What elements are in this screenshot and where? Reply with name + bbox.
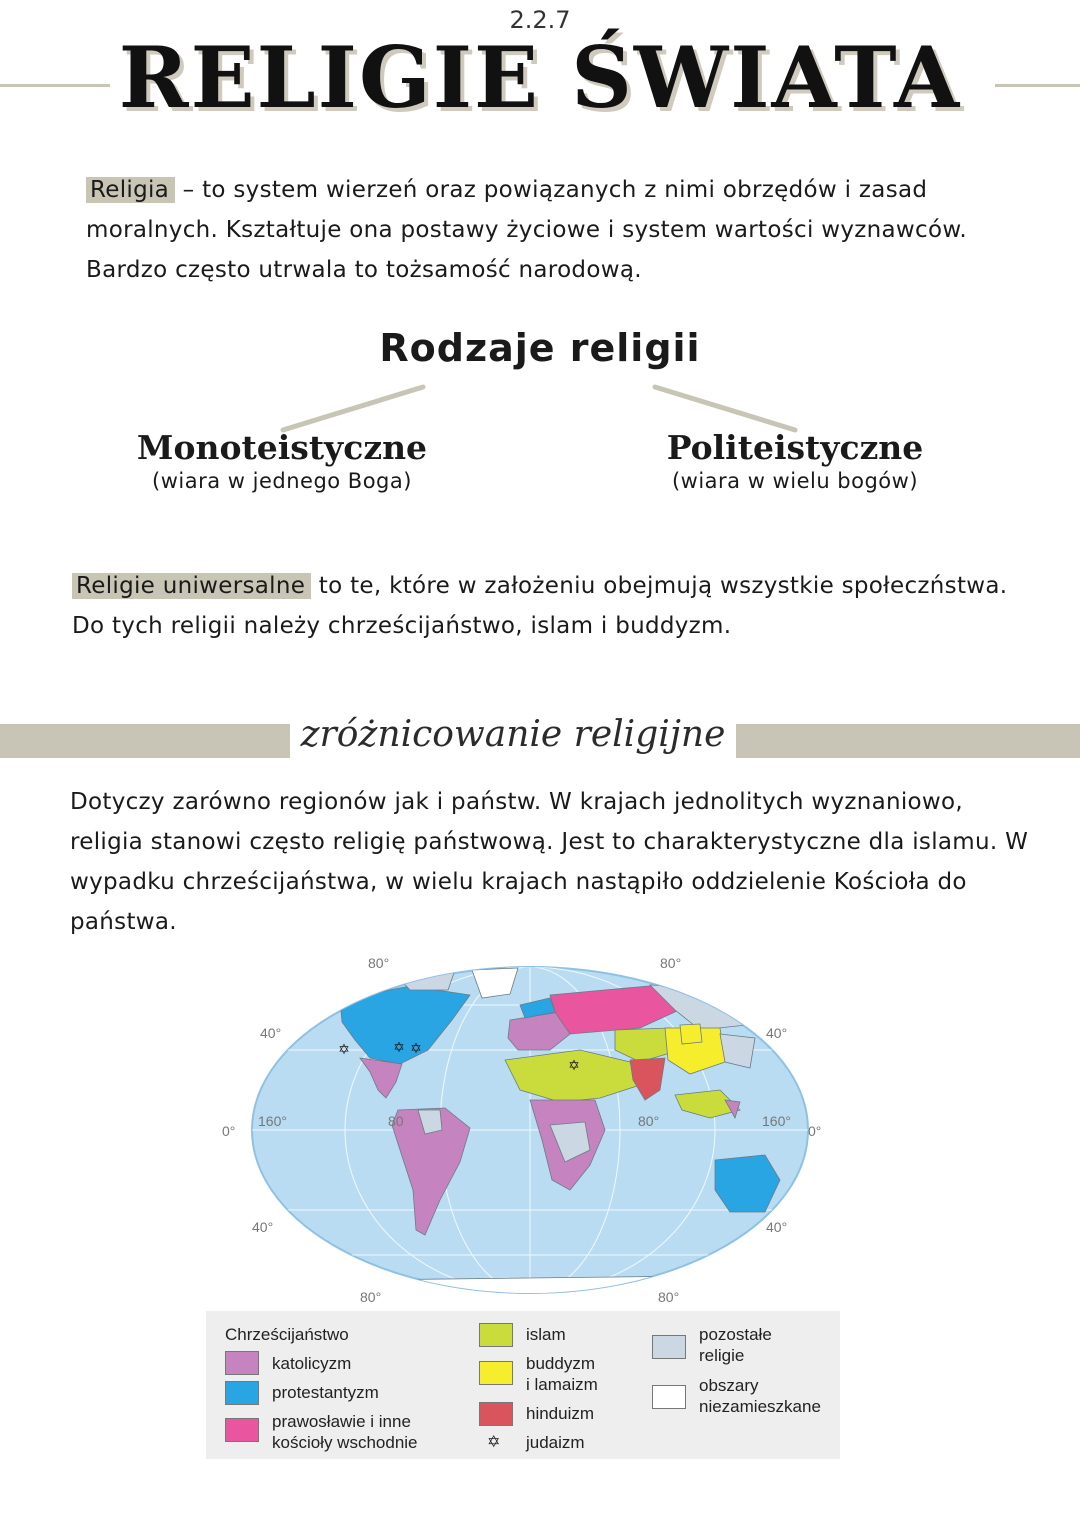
svg-text:✡: ✡ <box>393 1040 405 1056</box>
map-legend <box>206 1311 840 1459</box>
legend-label-catholic: katolicyzm <box>272 1354 352 1373</box>
monotheistic-subtitle: (wiara w jednego Boga) <box>152 469 412 493</box>
diversity-heading: zróżnicowanie religijne <box>300 714 726 755</box>
legend-label-other-1: pozostałe <box>699 1325 772 1344</box>
legend-swatch-catholic <box>225 1351 259 1375</box>
definition-term: Religia <box>86 177 175 203</box>
legend-label-buddhism-1: buddyzm <box>526 1354 595 1373</box>
polytheistic-subtitle: (wiara w wielu bogów) <box>671 469 919 493</box>
svg-text:✡: ✡ <box>410 1041 422 1057</box>
diversity-paragraph: Dotyczy zarówno regionów jak i państw. W krajach jednolitych wyznaniowo, religia stanowi często religię państwową. Jest to charakterystyczne dla islamu. W wypadku chrześcijaństwa, w wielu krajach nastąpiło oddzielenie Kościoła do państwa. <box>70 789 1029 935</box>
map-label: 80° <box>360 1289 382 1305</box>
legend-swatch-protestant <box>225 1381 259 1405</box>
definition-text: – to system wierzeń oraz powiązanych z nimi obrzędów i zasad moralnych. Kształtuje ona postawy życiowe i system wartości wyznawców. Bardzo często utrwala to tożsamość narodową. <box>86 177 967 283</box>
legend-label-buddhism-2: i lamaizm <box>526 1375 598 1394</box>
map-label: 40° <box>260 1025 282 1041</box>
map-label: 80° <box>660 955 682 971</box>
legend-label-other-2: religie <box>699 1346 745 1365</box>
map-label: 80° <box>638 1113 660 1129</box>
page-title: RELIGIE ŚWIATA <box>118 28 962 127</box>
monotheistic-title: Monoteistyczne <box>136 428 428 467</box>
legend-swatch-orthodox <box>225 1418 259 1442</box>
universal-religions-paragraph <box>72 566 1032 646</box>
legend-label-protestant: protestantyzm <box>272 1383 379 1402</box>
universal-term: Religie uniwersalne <box>72 573 311 599</box>
world-religions-map <box>220 950 840 1310</box>
legend-swatch-uninhabited <box>652 1385 686 1409</box>
types-heading: Rodzaje religii <box>379 326 701 370</box>
legend-label-orthodox-1: prawosławie i inne <box>272 1412 411 1431</box>
legend-swatch-other <box>652 1335 686 1359</box>
legend-swatch-hinduism <box>479 1402 513 1426</box>
map-label: 160° <box>762 1113 791 1129</box>
legend-label-hinduism: hinduizm <box>526 1404 595 1423</box>
legend-group-title: Chrześcijaństwo <box>225 1325 349 1344</box>
section-band-right <box>736 724 1080 758</box>
map-label: 40° <box>252 1219 274 1235</box>
legend-label-orthodox-2: kościoły wschodnie <box>272 1433 418 1452</box>
svg-text:✡: ✡ <box>338 1042 350 1058</box>
legend-label-uninhabited-1: obszary <box>699 1376 759 1395</box>
svg-text:✡: ✡ <box>568 1058 580 1074</box>
legend-label-judaism: judaizm <box>526 1433 585 1452</box>
map-label: 40° <box>766 1219 788 1235</box>
map-label: 80° <box>658 1289 680 1305</box>
polytheistic-title: Politeistyczne <box>666 428 924 467</box>
legend-label-islam: islam <box>526 1325 566 1344</box>
star-of-david-icon: ✡ <box>487 1434 501 1451</box>
map-label: 0° <box>808 1123 822 1139</box>
types-branch-lines <box>0 0 1080 460</box>
map-label: 40° <box>766 1025 788 1041</box>
map-label: 80° <box>368 955 390 971</box>
legend-label-uninhabited-2: niezamieszkane <box>699 1397 821 1416</box>
legend-swatch-buddhism <box>479 1361 513 1385</box>
map-label: 160° <box>258 1113 287 1129</box>
section-band-left <box>0 724 290 758</box>
map-label: 0° <box>222 1123 236 1139</box>
universal-text: to te, które w założeniu obejmują wszystkie społeczństwa. Do tych religii należy chrześcijaństwo, islam i buddyzm. <box>72 573 1008 639</box>
legend-swatch-islam <box>479 1323 513 1347</box>
section-number: 2.2.7 <box>509 6 571 34</box>
map-label: 80 <box>388 1113 404 1129</box>
